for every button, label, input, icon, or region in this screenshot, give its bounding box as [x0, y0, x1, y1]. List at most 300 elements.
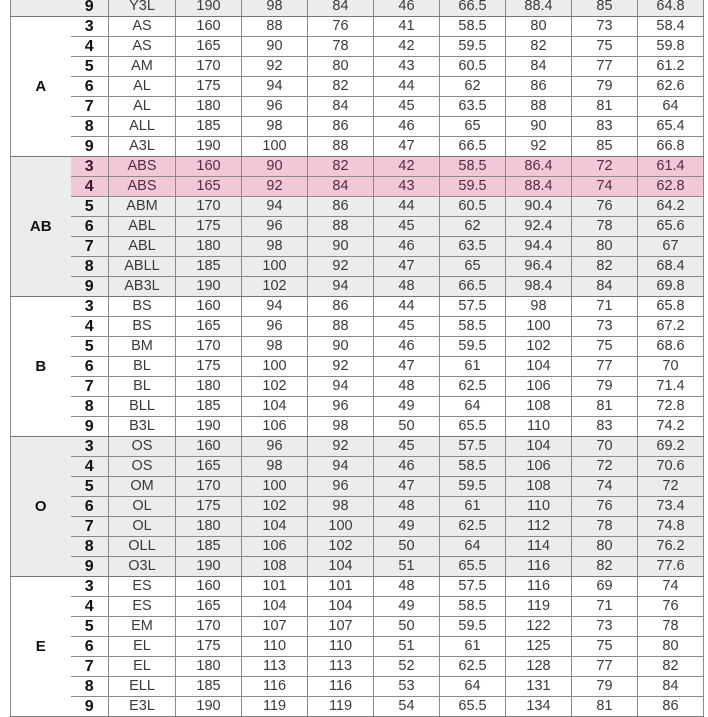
measurement-cell: 74 [638, 577, 704, 597]
measurement-cell: 78 [572, 217, 638, 237]
measurement-cell: 170 [176, 197, 242, 217]
measurement-cell: 58.5 [440, 157, 506, 177]
measurement-cell: 69.2 [638, 437, 704, 457]
measurement-cell: 165 [176, 177, 242, 197]
size-number: 6 [71, 357, 109, 377]
measurement-cell: 185 [176, 397, 242, 417]
size-number: 4 [71, 177, 109, 197]
measurement-cell: 102 [308, 537, 374, 557]
measurement-cell: 160 [176, 17, 242, 37]
size-code: O3L [109, 557, 176, 577]
measurement-cell: 180 [176, 237, 242, 257]
measurement-cell: 180 [176, 517, 242, 537]
size-number: 6 [71, 497, 109, 517]
measurement-cell: 61.2 [638, 57, 704, 77]
measurement-cell: 180 [176, 657, 242, 677]
measurement-cell: 51 [374, 557, 440, 577]
measurement-cell: 64 [440, 537, 506, 557]
measurement-cell: 175 [176, 637, 242, 657]
measurement-cell: 104 [242, 597, 308, 617]
measurement-cell: 58.4 [638, 17, 704, 37]
size-number: 7 [71, 657, 109, 677]
measurement-cell: 116 [506, 557, 572, 577]
measurement-cell: 79 [572, 377, 638, 397]
size-code: BM [109, 337, 176, 357]
size-code: AS [109, 37, 176, 57]
size-code: AS [109, 17, 176, 37]
measurement-cell: 64 [440, 397, 506, 417]
group-label: A [11, 17, 71, 157]
measurement-cell: 110 [506, 497, 572, 517]
size-number: 4 [71, 597, 109, 617]
measurement-cell: 92 [242, 57, 308, 77]
table-row [11, 237, 704, 257]
table-row [11, 297, 704, 317]
measurement-cell: 77.6 [638, 557, 704, 577]
measurement-cell: 67.2 [638, 317, 704, 337]
measurement-cell: 72 [572, 157, 638, 177]
size-number: 5 [71, 617, 109, 637]
size-code: ABLL [109, 257, 176, 277]
size-number: 3 [71, 577, 109, 597]
measurement-cell: 96 [242, 317, 308, 337]
measurement-cell: 170 [176, 617, 242, 637]
size-number: 9 [71, 137, 109, 157]
measurement-cell: 94 [242, 297, 308, 317]
measurement-cell: 190 [176, 557, 242, 577]
size-code: E3L [109, 697, 176, 717]
measurement-cell: 65.5 [440, 557, 506, 577]
measurement-cell: 94 [308, 377, 374, 397]
size-number: 3 [71, 437, 109, 457]
group-label: B [11, 297, 71, 437]
measurement-cell: 86.4 [506, 157, 572, 177]
size-number: 4 [71, 457, 109, 477]
measurement-cell: 73.4 [638, 497, 704, 517]
measurement-cell: 54 [374, 697, 440, 717]
measurement-cell: 79 [572, 677, 638, 697]
measurement-cell: 65.6 [638, 217, 704, 237]
measurement-cell: 98 [308, 497, 374, 517]
measurement-cell: 104 [308, 597, 374, 617]
measurement-cell: 190 [176, 0, 242, 17]
measurement-cell: 82 [506, 37, 572, 57]
measurement-cell: 92 [308, 357, 374, 377]
table-row [11, 377, 704, 397]
measurement-cell: 44 [374, 77, 440, 97]
measurement-cell: 108 [506, 397, 572, 417]
table-row [11, 137, 704, 157]
measurement-cell: 102 [242, 497, 308, 517]
size-code: OS [109, 437, 176, 457]
size-code: ABL [109, 237, 176, 257]
table-row [11, 537, 704, 557]
table-row [11, 197, 704, 217]
measurement-cell: 104 [506, 437, 572, 457]
measurement-cell: 65.5 [440, 697, 506, 717]
measurement-cell: 84 [572, 277, 638, 297]
size-number: 9 [71, 417, 109, 437]
size-code: BL [109, 357, 176, 377]
size-number: 5 [71, 197, 109, 217]
measurement-cell: 58.5 [440, 17, 506, 37]
measurement-cell: 72 [638, 477, 704, 497]
measurement-cell: 61 [440, 357, 506, 377]
measurement-cell: 110 [242, 637, 308, 657]
measurement-cell: 60.5 [440, 197, 506, 217]
measurement-cell: 106 [242, 417, 308, 437]
measurement-cell: 73 [572, 317, 638, 337]
measurement-cell: 67 [638, 237, 704, 257]
measurement-cell: 108 [242, 557, 308, 577]
measurement-cell: 52 [374, 657, 440, 677]
size-code: ELL [109, 677, 176, 697]
measurement-cell: 112 [506, 517, 572, 537]
measurement-cell: 100 [242, 477, 308, 497]
measurement-cell: 175 [176, 77, 242, 97]
measurement-cell: 165 [176, 457, 242, 477]
measurement-cell: 62.5 [440, 657, 506, 677]
table-row [11, 217, 704, 237]
measurement-cell: 98 [242, 237, 308, 257]
table-row [11, 117, 704, 137]
measurement-cell: 75 [572, 37, 638, 57]
measurement-cell: 90 [242, 37, 308, 57]
size-number: 6 [71, 77, 109, 97]
table-row [11, 477, 704, 497]
size-code: EL [109, 657, 176, 677]
measurement-cell: 76 [638, 597, 704, 617]
measurement-cell: 84 [308, 177, 374, 197]
measurement-cell: 102 [506, 337, 572, 357]
measurement-cell: 165 [176, 597, 242, 617]
measurement-cell: 79 [572, 77, 638, 97]
measurement-cell: 170 [176, 57, 242, 77]
measurement-cell: 47 [374, 477, 440, 497]
measurement-cell: 100 [308, 517, 374, 537]
measurement-cell: 74.8 [638, 517, 704, 537]
measurement-cell: 62.5 [440, 377, 506, 397]
table-row [11, 177, 704, 197]
size-number: 7 [71, 517, 109, 537]
measurement-cell: 62 [440, 77, 506, 97]
group-label [11, 0, 71, 17]
size-number: 5 [71, 477, 109, 497]
size-code: Y3L [109, 0, 176, 17]
table-row [11, 677, 704, 697]
group-label: AB [11, 157, 71, 297]
measurement-cell: 92 [242, 177, 308, 197]
measurement-cell: 81 [572, 697, 638, 717]
measurement-cell: 94 [308, 457, 374, 477]
size-number: 4 [71, 317, 109, 337]
measurement-cell: 63.5 [440, 237, 506, 257]
measurement-cell: 98.4 [506, 277, 572, 297]
size-table [10, 0, 704, 717]
measurement-cell: 100 [242, 257, 308, 277]
measurement-cell: 86 [308, 117, 374, 137]
measurement-cell: 68.6 [638, 337, 704, 357]
measurement-cell: 72.8 [638, 397, 704, 417]
measurement-cell: 90 [506, 117, 572, 137]
size-group-ab [11, 157, 704, 297]
size-number: 5 [71, 337, 109, 357]
measurement-cell: 69.8 [638, 277, 704, 297]
measurement-cell: 80 [572, 237, 638, 257]
size-code: EL [109, 637, 176, 657]
table-row [11, 337, 704, 357]
size-number: 9 [71, 277, 109, 297]
measurement-cell: 110 [308, 637, 374, 657]
measurement-cell: 81 [572, 97, 638, 117]
measurement-cell: 83 [572, 417, 638, 437]
measurement-cell: 85 [572, 137, 638, 157]
measurement-cell: 46 [374, 117, 440, 137]
measurement-cell: 98 [242, 457, 308, 477]
measurement-cell: 65.8 [638, 297, 704, 317]
measurement-cell: 46 [374, 337, 440, 357]
size-number: 3 [71, 297, 109, 317]
measurement-cell: 128 [506, 657, 572, 677]
measurement-cell: 50 [374, 417, 440, 437]
measurement-cell: 88 [308, 137, 374, 157]
measurement-cell: 63.5 [440, 97, 506, 117]
measurement-cell: 85 [572, 0, 638, 17]
measurement-cell: 48 [374, 277, 440, 297]
measurement-cell: 100 [506, 317, 572, 337]
measurement-cell: 94 [242, 197, 308, 217]
measurement-cell: 59.8 [638, 37, 704, 57]
measurement-cell: 122 [506, 617, 572, 637]
measurement-cell: 185 [176, 677, 242, 697]
measurement-cell: 71 [572, 597, 638, 617]
measurement-cell: 113 [308, 657, 374, 677]
measurement-cell: 116 [242, 677, 308, 697]
measurement-cell: 104 [242, 517, 308, 537]
measurement-cell: 86 [308, 197, 374, 217]
measurement-cell: 75 [572, 637, 638, 657]
measurement-cell: 160 [176, 297, 242, 317]
measurement-cell: 65 [440, 117, 506, 137]
size-group-a [11, 17, 704, 157]
measurement-cell: 82 [572, 557, 638, 577]
size-code: AL [109, 77, 176, 97]
measurement-cell: 190 [176, 417, 242, 437]
measurement-cell: 104 [506, 357, 572, 377]
size-number: 5 [71, 57, 109, 77]
measurement-cell: 84 [308, 0, 374, 17]
measurement-cell: 102 [242, 377, 308, 397]
table-row [11, 517, 704, 537]
measurement-cell: 59.5 [440, 37, 506, 57]
size-code: ABL [109, 217, 176, 237]
measurement-cell: 108 [506, 477, 572, 497]
size-code: BLL [109, 397, 176, 417]
size-group-e [11, 577, 704, 717]
table-row [11, 457, 704, 477]
size-code: OL [109, 497, 176, 517]
measurement-cell: 94 [242, 77, 308, 97]
table-row [11, 77, 704, 97]
measurement-cell: 80 [572, 537, 638, 557]
measurement-cell: 65.5 [440, 417, 506, 437]
measurement-cell: 98 [308, 417, 374, 437]
measurement-cell: 70 [572, 437, 638, 457]
size-code: OS [109, 457, 176, 477]
measurement-cell: 96 [242, 437, 308, 457]
measurement-cell: 43 [374, 57, 440, 77]
measurement-cell: 77 [572, 357, 638, 377]
measurement-cell: 185 [176, 257, 242, 277]
measurement-cell: 175 [176, 357, 242, 377]
measurement-cell: 77 [572, 57, 638, 77]
measurement-cell: 61 [440, 637, 506, 657]
measurement-cell: 60.5 [440, 57, 506, 77]
size-number: 9 [71, 557, 109, 577]
size-code: ES [109, 577, 176, 597]
measurement-cell: 160 [176, 577, 242, 597]
size-number: 8 [71, 117, 109, 137]
measurement-cell: 70 [638, 357, 704, 377]
size-code: AL [109, 97, 176, 117]
measurement-cell: 88.4 [506, 177, 572, 197]
measurement-cell: 47 [374, 357, 440, 377]
measurement-cell: 110 [506, 417, 572, 437]
measurement-cell: 84 [638, 677, 704, 697]
size-code: B3L [109, 417, 176, 437]
table-row [11, 0, 704, 17]
measurement-cell: 165 [176, 37, 242, 57]
measurement-cell: 44 [374, 197, 440, 217]
measurement-cell: 50 [374, 617, 440, 637]
measurement-cell: 101 [308, 577, 374, 597]
measurement-cell: 90 [308, 237, 374, 257]
measurement-cell: 59.5 [440, 337, 506, 357]
measurement-cell: 45 [374, 317, 440, 337]
measurement-cell: 101 [242, 577, 308, 597]
size-code: OM [109, 477, 176, 497]
size-chart [10, 0, 699, 717]
table-row [11, 617, 704, 637]
measurement-cell: 125 [506, 637, 572, 657]
measurement-cell: 42 [374, 37, 440, 57]
table-row [11, 417, 704, 437]
measurement-cell: 66.5 [440, 137, 506, 157]
measurement-cell: 48 [374, 377, 440, 397]
measurement-cell: 106 [506, 377, 572, 397]
measurement-cell: 94.4 [506, 237, 572, 257]
measurement-cell: 74 [572, 177, 638, 197]
measurement-cell: 64.8 [638, 0, 704, 17]
measurement-cell: 131 [506, 677, 572, 697]
measurement-cell: 64 [638, 97, 704, 117]
measurement-cell: 113 [242, 657, 308, 677]
measurement-cell: 77 [572, 657, 638, 677]
measurement-cell: 66.8 [638, 137, 704, 157]
measurement-cell: 59.5 [440, 177, 506, 197]
table-row [11, 57, 704, 77]
table-row [11, 557, 704, 577]
size-code: ABM [109, 197, 176, 217]
table-row [11, 657, 704, 677]
size-number: 3 [71, 17, 109, 37]
group-label: O [11, 437, 71, 577]
size-number: 8 [71, 257, 109, 277]
measurement-cell: 98 [242, 337, 308, 357]
measurement-cell: 70.6 [638, 457, 704, 477]
measurement-cell: 170 [176, 477, 242, 497]
measurement-cell: 80 [308, 57, 374, 77]
measurement-cell: 107 [242, 617, 308, 637]
size-code: AM [109, 57, 176, 77]
measurement-cell: 58.5 [440, 457, 506, 477]
size-code: ALL [109, 117, 176, 137]
measurement-cell: 62.5 [440, 517, 506, 537]
table-row [11, 637, 704, 657]
measurement-cell: 43 [374, 177, 440, 197]
measurement-cell: 47 [374, 257, 440, 277]
table-row [11, 317, 704, 337]
measurement-cell: 92 [308, 437, 374, 457]
measurement-cell: 59.5 [440, 617, 506, 637]
measurement-cell: 66.5 [440, 0, 506, 17]
measurement-cell: 107 [308, 617, 374, 637]
measurement-cell: 175 [176, 497, 242, 517]
measurement-cell: 98 [506, 297, 572, 317]
size-number: 8 [71, 397, 109, 417]
measurement-cell: 88 [308, 217, 374, 237]
measurement-cell: 96 [308, 477, 374, 497]
measurement-cell: 50 [374, 537, 440, 557]
measurement-cell: 73 [572, 17, 638, 37]
measurement-cell: 46 [374, 457, 440, 477]
measurement-cell: 92 [308, 257, 374, 277]
measurement-cell: 45 [374, 437, 440, 457]
measurement-cell: 47 [374, 137, 440, 157]
measurement-cell: 98 [242, 117, 308, 137]
measurement-cell: 76.2 [638, 537, 704, 557]
measurement-cell: 90.4 [506, 197, 572, 217]
size-group-b [11, 297, 704, 437]
measurement-cell: 83 [572, 117, 638, 137]
table-row [11, 357, 704, 377]
measurement-cell: 72 [572, 457, 638, 477]
measurement-cell: 78 [638, 617, 704, 637]
measurement-cell: 42 [374, 157, 440, 177]
measurement-cell: 61 [440, 497, 506, 517]
measurement-cell: 49 [374, 597, 440, 617]
size-number: 9 [71, 697, 109, 717]
size-group [11, 0, 704, 17]
measurement-cell: 74.2 [638, 417, 704, 437]
measurement-cell: 78 [308, 37, 374, 57]
table-row [11, 697, 704, 717]
size-number: 8 [71, 537, 109, 557]
measurement-cell: 116 [506, 577, 572, 597]
measurement-cell: 86 [506, 77, 572, 97]
size-number: 7 [71, 97, 109, 117]
measurement-cell: 180 [176, 97, 242, 117]
measurement-cell: 119 [308, 697, 374, 717]
measurement-cell: 106 [506, 457, 572, 477]
table-row [11, 497, 704, 517]
measurement-cell: 64 [440, 677, 506, 697]
measurement-cell: 96 [242, 217, 308, 237]
measurement-cell: 119 [242, 697, 308, 717]
measurement-cell: 46 [374, 237, 440, 257]
size-number: 4 [71, 37, 109, 57]
measurement-cell: 76 [572, 497, 638, 517]
